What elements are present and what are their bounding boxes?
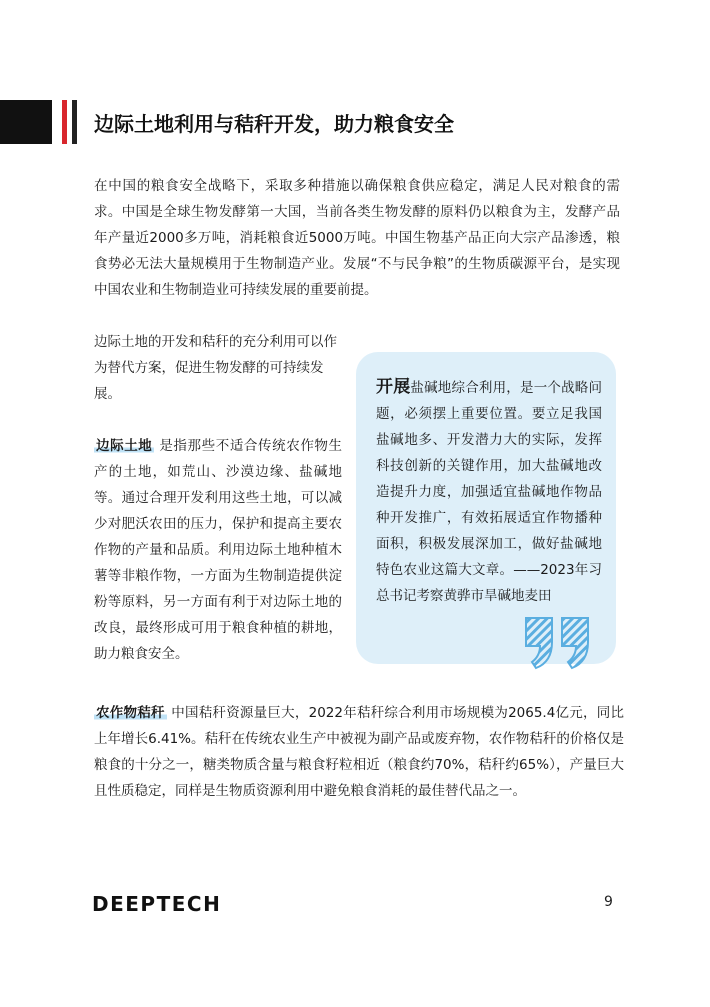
- closing-quote-icon: [524, 614, 592, 670]
- quote-text: [376, 374, 602, 609]
- intro-paragraph: 在中国的粮食安全战略下，采取多种措施以确保粮食供应稳定，满足人民对粮食的需求。中国是全球生物发酵第一大国，当前各类生物发酵的原料仍以粮食为主，发酵产品年产量近2000多万吨，消耗粮食近5000万吨。中国生物基产品正向大宗产品渗透，粮食势必无法大量规模用于生物制造产业。发展“不与民争粮”的生物质碳源平台，是实现中国农业和生物制造业可持续发展的重要前提。: [94, 178, 620, 298]
- quote-body: 盐碱地综合利用，是一个战略问题，必须摆上重要位置。要立足我国盐碱地多、开发潜力大的实际，发挥科技创新的关键作用，加大盐碱地改造提升力度，加强适宜盐碱地作物品种开发推广，有效拓展适宜作物播种面积，积极发展深加工，做好盐碱地特色农业这篇大文章。——2023年习总书记考察黄骅市旱碱地麦田: [376, 380, 603, 604]
- page-title: 边际土地利用与秸秆开发，助力粮食安全: [94, 112, 454, 136]
- marginal-land-text: 是指那些不适合传统农作物生产的土地，如荒山、沙漠边缘、盐碱地等。通过合理开发利用这些土地，可以减少对肥沃农田的压力，保护和提高主要农作物的产量和品质。利用边际土地种植木薯等非粮作物，一方面为生物制造提供淀粉等原料，另一方面有利于对边际土地的改良，最终形成可用于粮食种植的耕地，助力粮食安全。: [94, 438, 343, 662]
- deeptech-logo: DEEPTECH: [92, 892, 222, 916]
- header-black-block: [0, 100, 52, 144]
- alternative-paragraph: 边际土地的开发和秸秆的充分利用可以作为替代方案，促进生物发酵的可持续发展。: [94, 334, 337, 402]
- straw-paragraph: [94, 700, 624, 804]
- header-red-bar: [62, 100, 67, 144]
- straw-term: 农作物秸秆: [96, 705, 165, 721]
- quote-lead: 开展: [376, 377, 411, 397]
- marginal-land-term: 边际土地: [96, 438, 153, 454]
- straw-text: 中国秸秆资源量巨大，2022年秸秆综合利用市场规模为2065.4亿元，同比上年增长6.41%。秸秆在传统农业生产中被视为副产品或废弃物，农作物秸秆的价格仅是粮食的十分之一，糖类物质含量与粮食籽粒相近（粮食约70%，秸秆约65%），产量巨大且性质稳定，同样是生物质资源利用中避免粮食消耗的最佳替代品之一。: [94, 705, 625, 799]
- page-number: 9: [604, 894, 613, 910]
- header-dark-bar: [72, 100, 77, 144]
- marginal-land-paragraph: [94, 433, 342, 667]
